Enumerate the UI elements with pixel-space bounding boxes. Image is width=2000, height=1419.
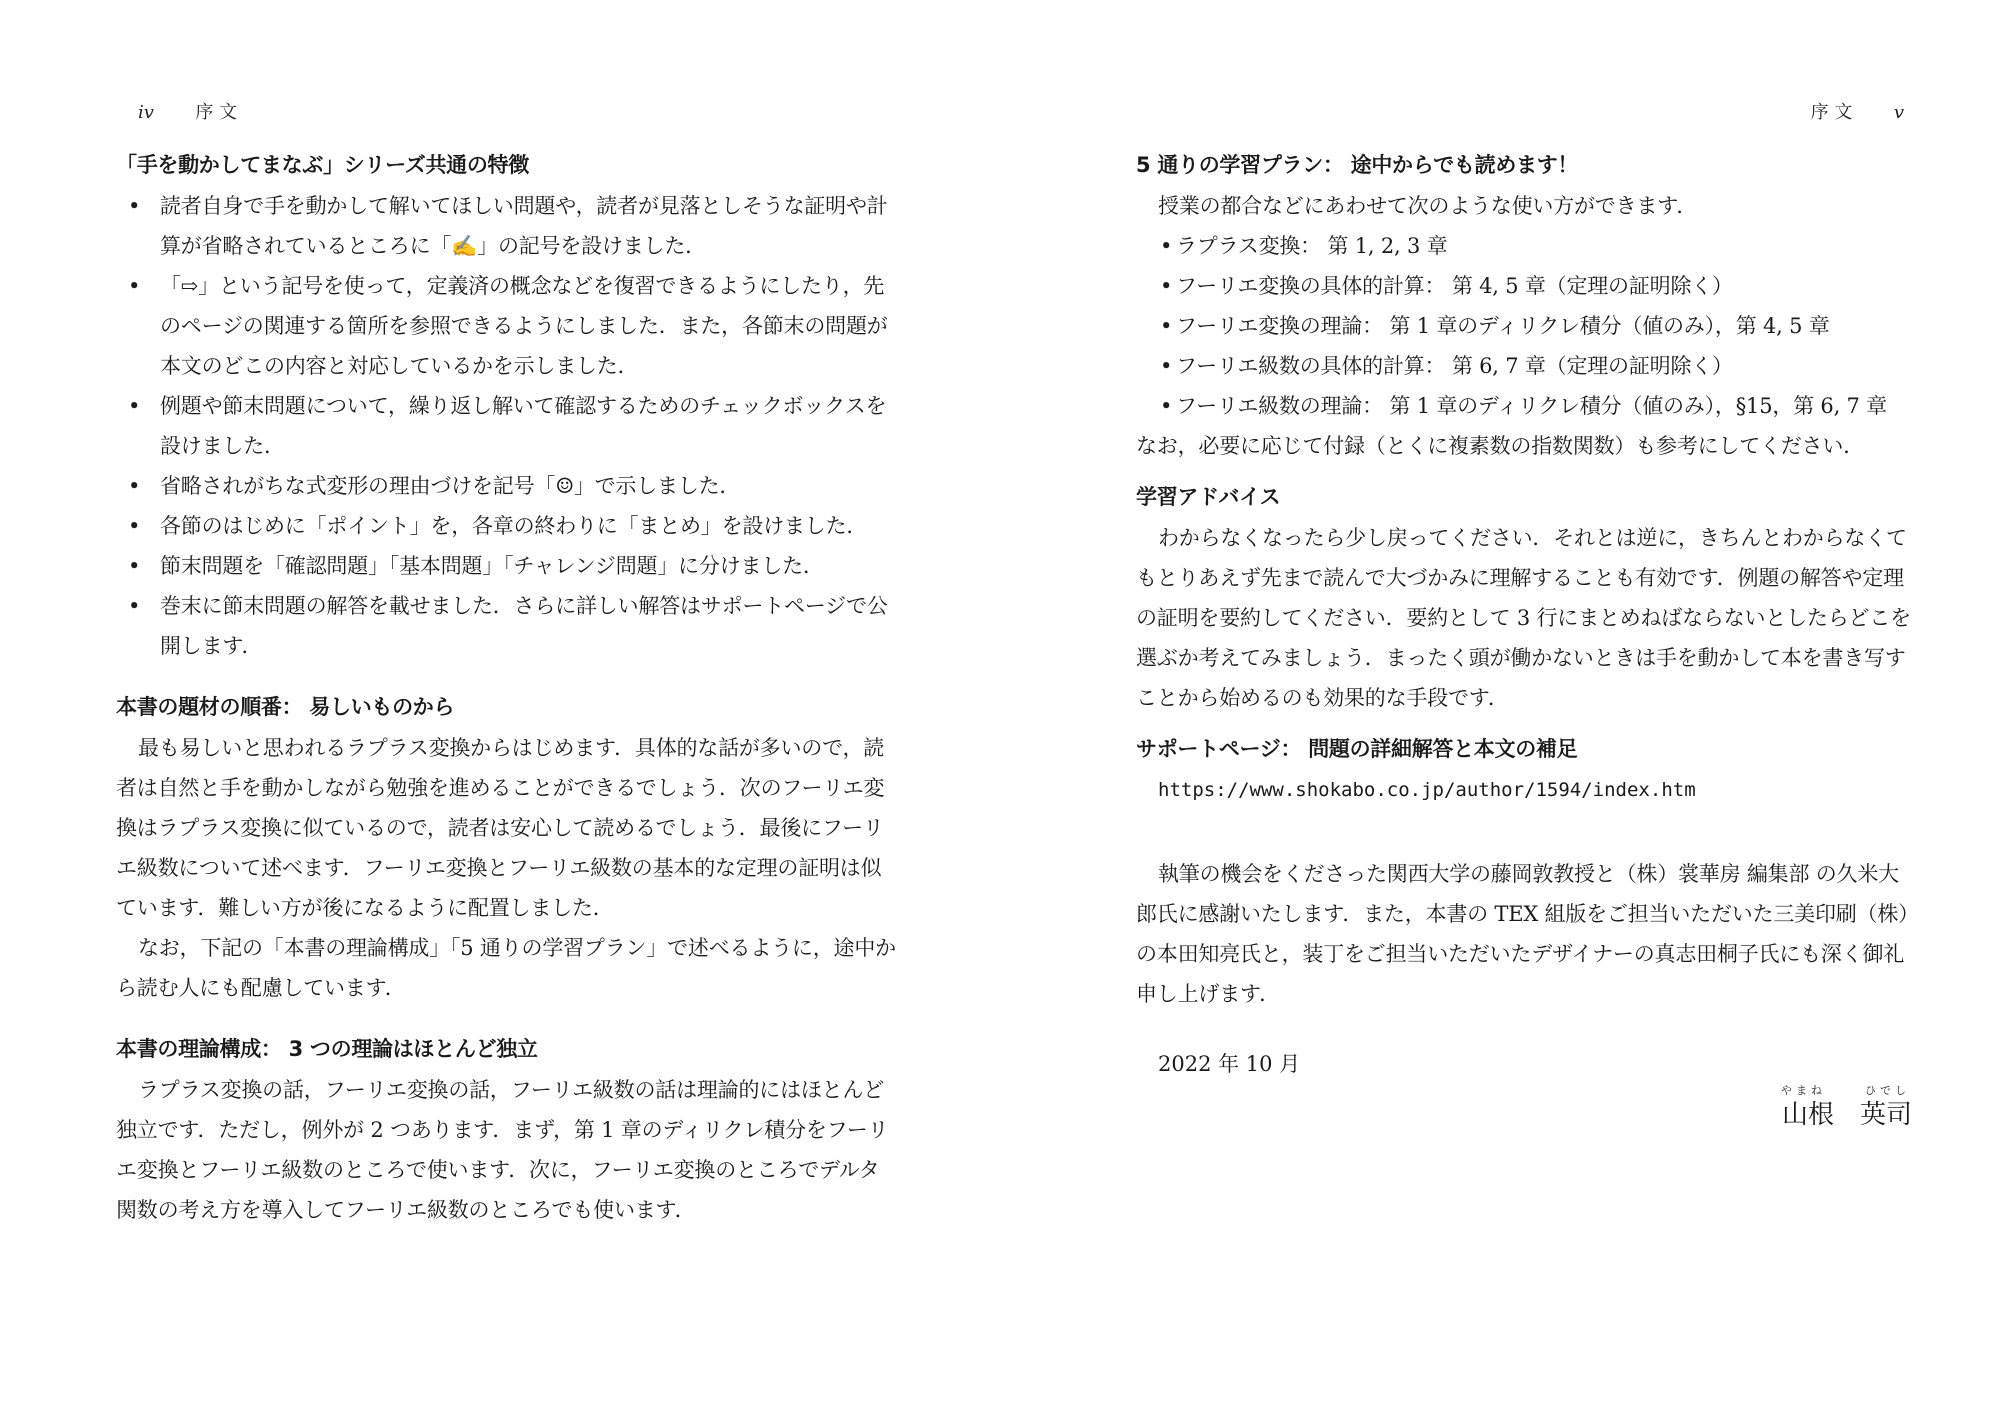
running-head-left — [138, 98, 237, 124]
date: 2022 年 10 月 — [1158, 1052, 1301, 1076]
list-item: • フーリエ変換の具体的計算： 第 4, 5 章（定理の証明除く） — [1160, 274, 1733, 298]
paragraph: わからなくなったら少し戻ってください．それとは逆に，きちんとわからなくてもとりあえず先まで読んで大づかみに理解することも有効です．例題の解答や定理の証明を要約してください．要約として 3 行にまとめねばならないとしたらどこを選ぶか考えてみましょう．まったく頭が働かないときは手を動かして本を書き写すことから始めるのも効果的な手段です． — [1136, 526, 1911, 710]
list-item: • 読者自身で手を動かして解いてほしい問題や，読者が見落としそうな証明や計算が省略されているところに「✍」の記号を設けました． — [116, 186, 896, 266]
list-item: • フーリエ変換の理論： 第 1 章のディリクレ積分（値のみ），第 4, 5 章 — [1160, 314, 1830, 338]
running-head-right — [1811, 98, 1904, 124]
section-heading-study-plans: 5 通りの学習プラン： 途中からでも読めます！ — [1136, 153, 1579, 177]
list-item: • ラプラス変換： 第 1, 2, 3 章 — [1160, 234, 1448, 258]
support-url-link[interactable]: https://www.shokabo.co.jp/author/1594/index.htm — [1158, 779, 1696, 801]
paragraph: なお，必要に応じて付録（とくに複素数の指数関数）も参考にしてください． — [1136, 434, 1864, 458]
section-heading-theory-structure: 本書の理論構成： 3 つの理論はほとんど独立 — [116, 1037, 538, 1061]
list-item: • 巻末に節末問題の解答を載せました．さらに詳しい解答はサポートページで公開します． — [116, 586, 896, 666]
running-head-title: 序 文 — [195, 102, 238, 123]
section-heading-series-features: 「手を動かしてまなぶ」シリーズ共通の特徴 — [116, 153, 529, 177]
list-item: • フーリエ級数の理論： 第 1 章のディリクレ積分（値のみ），§15，第 6, 7 章 — [1160, 394, 1887, 418]
right-page — [1000, 0, 2000, 1419]
paragraph: なお，下記の「本書の理論構成」「5 通りの学習プラン」で述べるように，途中から読む人にも配慮しています． — [116, 936, 896, 1000]
list-item: • 「⇨」という記号を使って，定義済の概念などを復習できるようにしたり，先のページの関連する箇所を参照できるようにしました．また，各節末の問題が本文のどこの内容と対応しているかを示しました． — [116, 266, 896, 386]
list-item: • 省略されがちな式変形の理由づけを記号「☺」で示しました． — [116, 466, 896, 506]
page-number: v — [1893, 102, 1904, 123]
list-item: • 各節のはじめに「ポイント」を，各章の終わりに「まとめ」を設けました． — [116, 506, 896, 546]
list-item: • 例題や節末問題について，繰り返し解いて確認するためのチェックボックスを設けました． — [116, 386, 896, 466]
list-item: • 節末問題を「確認問題」「基本問題」「チャレンジ問題」に分けました． — [116, 546, 896, 586]
section-heading-topic-order: 本書の題材の順番： 易しいものから — [116, 695, 455, 719]
right-column — [1136, 150, 1912, 1131]
author-name: 山根 英司 — [1781, 1100, 1912, 1130]
paragraph: 最も易しいと思われるラプラス変換からはじめます．具体的な話が多いので，読者は自然と手を動かしながら勉強を進めることができるでしょう．次のフーリエ変換はラプラス変換に似ているので，読者は安心して読めるでしょう．最後にフーリエ級数について述べます．フーリエ変換とフーリエ級数の基本的な定理の証明は似ています．難しい方が後になるように配置しました． — [116, 736, 885, 920]
left-column — [116, 150, 896, 1230]
section-heading-support-page: サポートページ： 問題の詳細解答と本文の補足 — [1136, 737, 1578, 761]
running-head-title: 序 文 — [1810, 102, 1853, 123]
feature-list — [116, 186, 896, 666]
paragraph: ラプラス変換の話，フーリエ変換の話，フーリエ級数の話は理論的にはほとんど独立です．ただし，例外が 2 つあります．まず，第 1 章のディリクレ積分をフーリエ変換とフーリエ級数のところで使います．次に，フーリエ変換のところでデルタ関数の考え方を導入してフーリエ級数のところでも使います． — [116, 1078, 889, 1222]
list-item: • フーリエ級数の具体的計算： 第 6, 7 章（定理の証明除く） — [1160, 354, 1733, 378]
section-heading-study-advice: 学習アドバイス — [1136, 485, 1281, 509]
page-number: iv — [138, 102, 154, 123]
author-ruby: やまね ひでし — [1781, 1084, 1910, 1097]
acknowledgment-paragraph: 執筆の機会をくださった関西大学の藤岡敦教授と（株）裳華房 編集部 の久米大郎氏に感謝いたします．また，本書の TEX 組版をご担当いただいた三美印刷（株）の本田知亮氏と，装丁をご担当いただいたデザイナーの真志田桐子氏にも深く御礼申し上げます． — [1136, 862, 1909, 1006]
study-plan-list — [1136, 226, 1912, 426]
paragraph: 授業の都合などにあわせて次のような使い方ができます． — [1158, 194, 1698, 218]
